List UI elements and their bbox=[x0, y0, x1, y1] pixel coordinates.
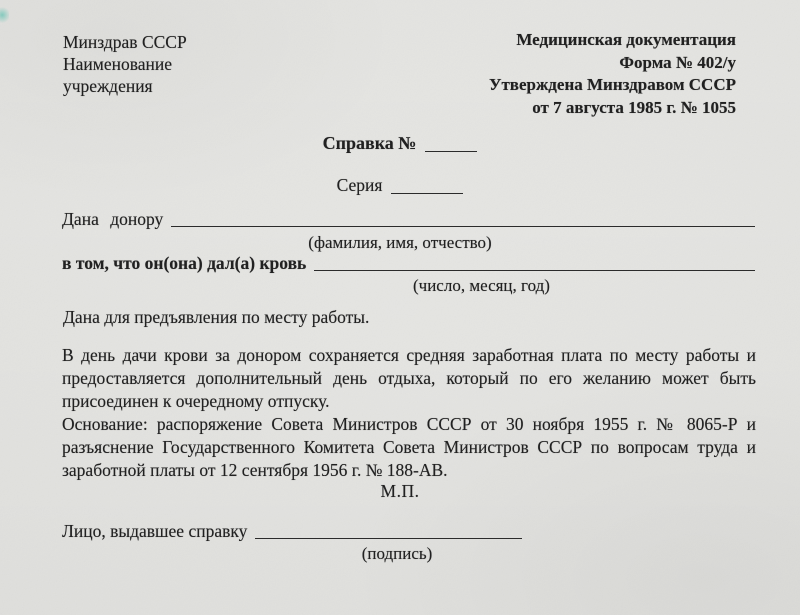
donor-name-blank bbox=[171, 226, 755, 227]
basis-paragraph-line1: Основание: распоряжение Совета Министров СССР от 30 ноября 1955 г. № 8065-Р и bbox=[62, 414, 756, 434]
ministry-name: Минздрав СССР bbox=[63, 32, 187, 52]
form-number-line: Форма № 402/у bbox=[619, 52, 736, 72]
header-right-block bbox=[489, 29, 736, 119]
blood-donation-row bbox=[62, 253, 755, 273]
issuer-row bbox=[62, 521, 522, 541]
issuer-label: Лицо, выдавшее справку bbox=[62, 521, 248, 541]
donor-name-label: Дана донору bbox=[62, 209, 164, 229]
approval-date-line: от 7 августа 1985 г. № 1055 bbox=[532, 97, 736, 117]
donor-name-row bbox=[62, 209, 755, 229]
donation-date-blank bbox=[314, 270, 755, 271]
series-label: Серия bbox=[336, 175, 383, 195]
approved-by-line: Утверждена Минздравом СССР bbox=[488, 75, 736, 94]
series-row bbox=[0, 175, 800, 196]
header-left-block bbox=[63, 31, 187, 97]
issuer-signature-blank bbox=[255, 538, 522, 539]
benefit-paragraph-line3: присоединен к очередному отпуску. bbox=[62, 391, 330, 411]
scan-edge-artifact bbox=[0, 6, 9, 24]
benefit-paragraph-line1: В день дачи крови за донором сохраняется средняя заработная плата по месту работы и bbox=[62, 345, 756, 365]
certificate-title: Справка № bbox=[322, 133, 417, 153]
series-blank bbox=[391, 193, 463, 194]
basis-paragraph-line3: заработной платы от 12 сентября 1956 г. № 188-АВ. bbox=[62, 460, 448, 480]
institution-label-line2: учреждения bbox=[63, 76, 153, 96]
stamp-place-label: М.П. bbox=[380, 481, 420, 501]
institution-label-line1: Наименование bbox=[63, 54, 173, 74]
certificate-number-blank bbox=[425, 151, 477, 152]
certificate-title-row bbox=[0, 133, 800, 154]
donation-date-caption: (число, месяц, год) bbox=[413, 276, 550, 295]
basis-paragraph-line2: разъяснение Государственного Комитета Совета Министров СССР по вопросам труда и bbox=[62, 437, 756, 457]
signature-caption: (подпись) bbox=[361, 544, 433, 563]
legal-text-block bbox=[62, 344, 756, 482]
donor-name-caption: (фамилия, имя, отчество) bbox=[308, 233, 492, 252]
benefit-paragraph-line2: предоставляется дополнительный день отдыха, который по его желанию может быть bbox=[62, 368, 756, 388]
doc-type-line: Медицинская документация bbox=[516, 30, 736, 49]
blood-donation-label: в том, что он(она) дал(а) кровь bbox=[62, 253, 307, 273]
purpose-statement: Дана для предъявления по месту работы. bbox=[63, 307, 370, 327]
